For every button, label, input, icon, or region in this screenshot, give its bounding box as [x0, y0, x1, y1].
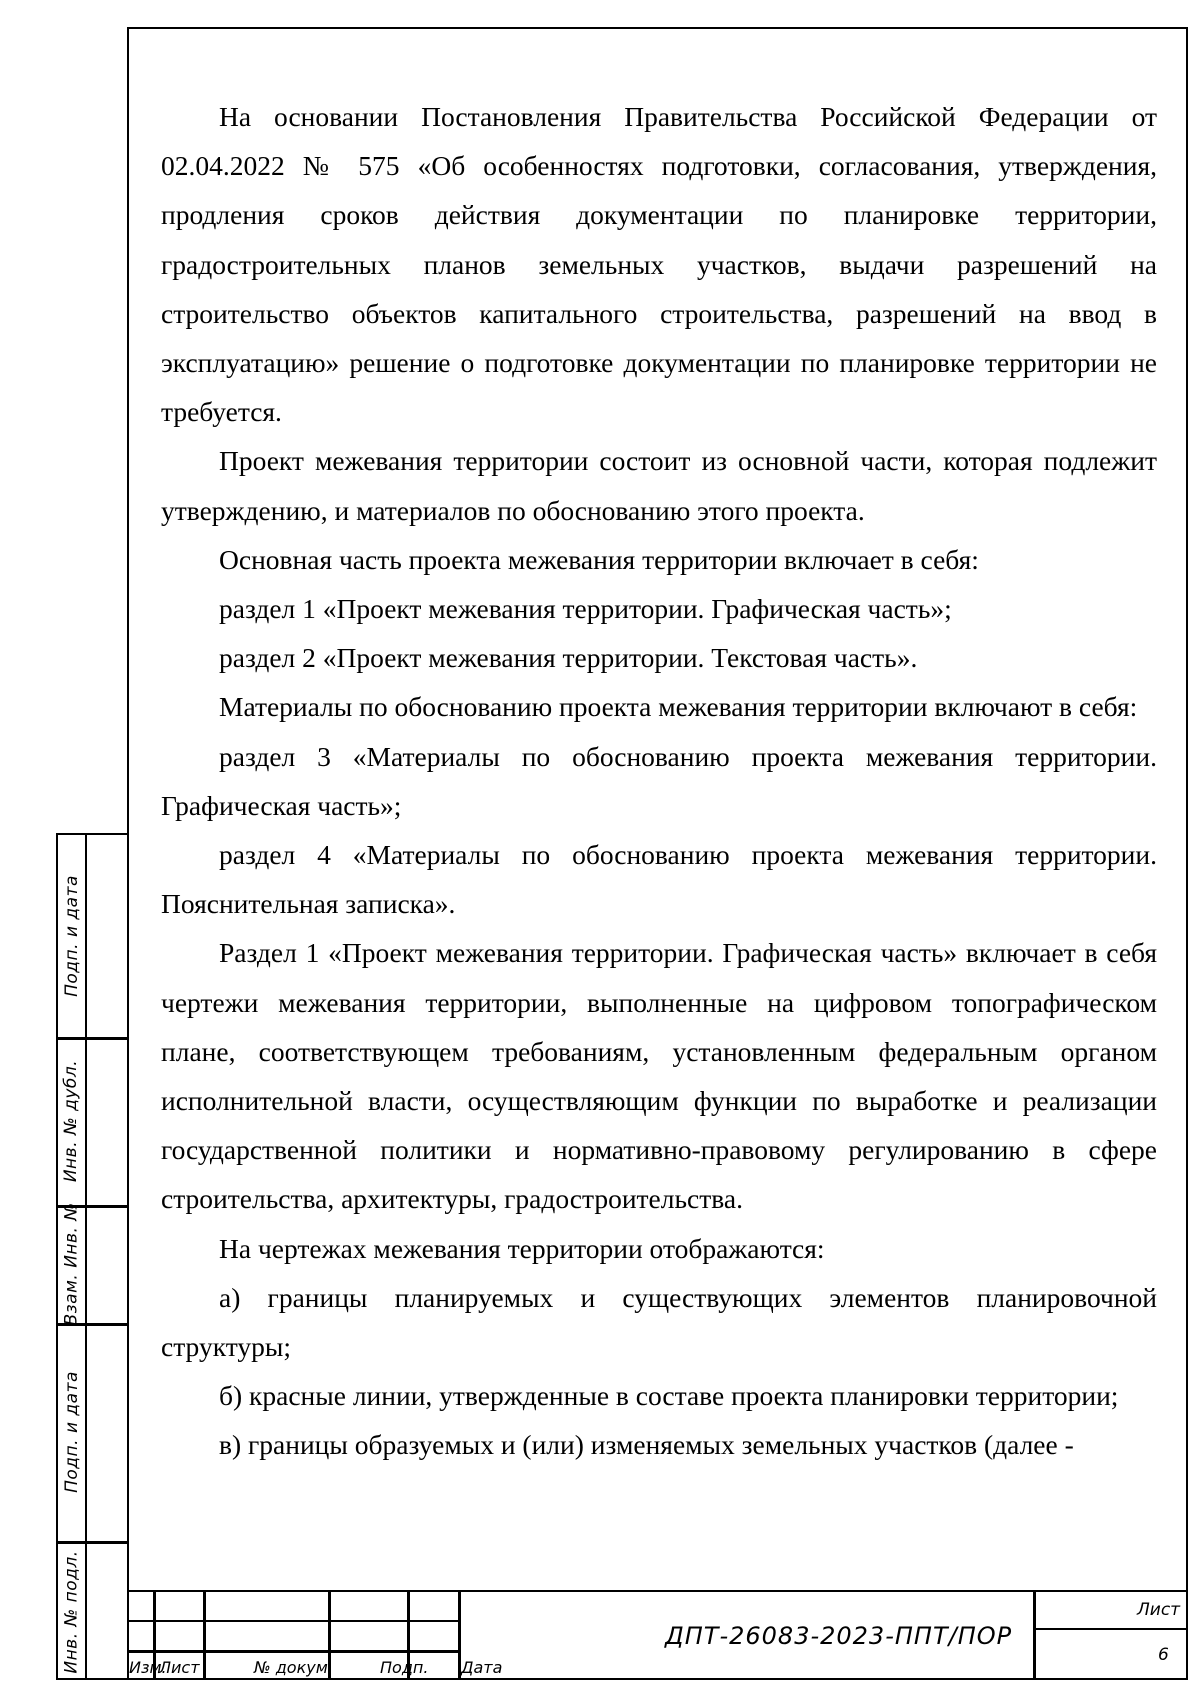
paragraph: На чертежах межевания территории отображаются: [219, 1232, 825, 1264]
document-code: ДПТ-26083-2023-ППТ/ПОР [665, 1622, 1013, 1650]
col-podp: Подп. [380, 1658, 429, 1677]
paragraph: раздел 2 «Проект межевания территории. Текстовая часть». [219, 642, 918, 674]
label-inv-dubl: Инв. № дубл. [61, 1059, 82, 1183]
paragraph: Проект межевания территории состоит из основной части, которая подлежит утверждению, и материалов по обоснованию этого проекта. [161, 445, 1157, 526]
paragraph: раздел 3 «Материалы по обоснованию проекта межевания территории. Графическая часть»; [161, 740, 1157, 821]
sheet-number: 6 [1158, 1645, 1169, 1665]
sheet-label: Лист [1137, 1600, 1181, 1620]
strip-cell [58, 1202, 85, 1326]
label-vzam-inv: Взам. Инв. № [61, 1202, 82, 1326]
strip-cell [58, 1541, 85, 1682]
label-podp-data: Подп. и дата [61, 1371, 82, 1493]
paragraph: раздел 1 «Проект межевания территории. Графическая часть»; [219, 593, 952, 625]
paragraph: раздел 4 «Материалы по обоснованию проекта межевания территории. Пояснительная записка». [161, 839, 1157, 920]
paragraph: б) красные линии, утвержденные в составе проекта планировки территории; [219, 1380, 1119, 1412]
paragraph: Основная часть проекта межевания территории включает в себя: [219, 543, 979, 575]
label-inv-podl: Инв. № подл. [61, 1549, 82, 1674]
col-izm: Изм. [129, 1658, 167, 1677]
paragraph: Материалы по обоснованию проекта межевания территории включают в себя: [219, 691, 1138, 723]
strip-cell [58, 1037, 85, 1205]
side-strip [56, 833, 127, 1680]
paragraph: На основании Постановления Правительства Российской Федерации от 02.04.2022 № 575 «Об особенностях подготовки, согласования, утверждения, продления сроков действия документации по планировке территории, градостроительных планов земельных участков, выдачи разрешений на строительство объектов капитального строительства, разрешений на ввод в эксплуатацию» решение о подготовке документации по планировке территории не требуется. [161, 101, 1157, 428]
col-list: Лист [159, 1658, 200, 1677]
strip-cell [58, 835, 85, 1037]
col-dokum: № докум. [254, 1658, 333, 1677]
strip-cell [58, 1323, 85, 1541]
col-data: Дата [461, 1658, 503, 1677]
label-podp-data: Подп. и дата [61, 875, 82, 997]
paragraph: Раздел 1 «Проект межевания территории. Графическая часть» включает в себя чертежи межевания территории, выполненные на цифровом топографическом плане, соответствующем требованиям, установленным федеральным органом исполнительной власти, осуществляющим функции по выработке и реализации государственной политики и нормативно-правовому регулированию в сфере строительства, архитектуры, градостроительства. [161, 937, 1157, 1215]
strip-divider [85, 835, 87, 1678]
document-body [161, 92, 1157, 1470]
paragraph: в) границы образуемых и (или) изменяемых земельных участков (далее - [219, 1429, 1074, 1461]
paragraph: а) границы планируемых и существующих элементов планировочной структуры; [161, 1281, 1157, 1363]
